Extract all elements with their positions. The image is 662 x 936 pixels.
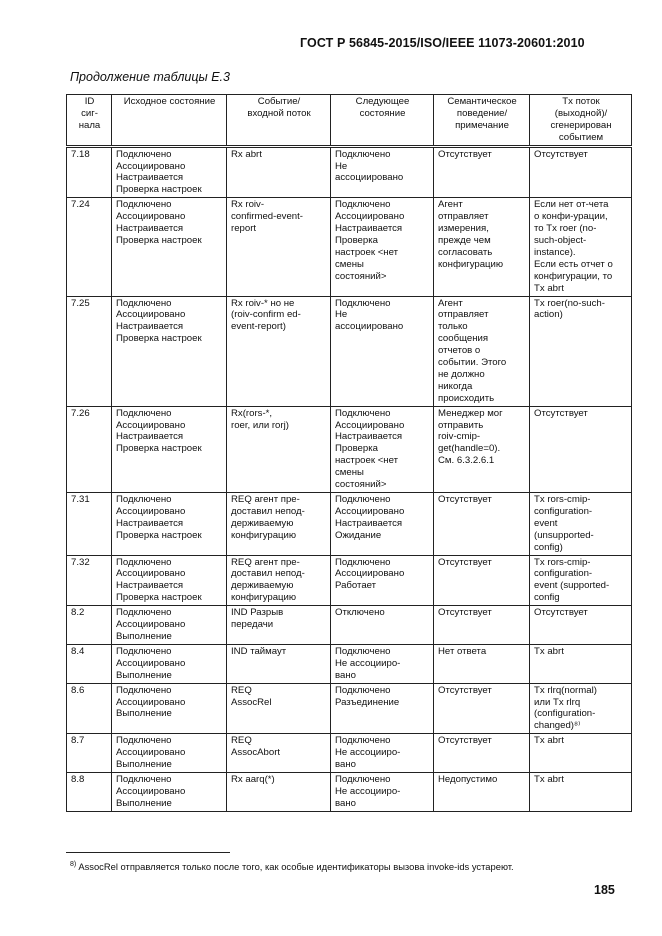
initial-state-cell xyxy=(112,198,227,296)
footnote xyxy=(70,861,514,872)
cell-line: Подключено xyxy=(335,407,391,419)
cell-line: Агент xyxy=(438,297,463,309)
table-row xyxy=(67,772,632,811)
cell-line: such-object- xyxy=(534,234,587,246)
cell-line: Выполнение xyxy=(116,708,172,720)
cell-line: Настраивается xyxy=(116,321,184,333)
cell-line: instance). xyxy=(534,246,576,258)
cell-line: передачи xyxy=(231,619,274,631)
next-state-cell xyxy=(331,406,434,492)
tx-stream-cell xyxy=(530,555,632,606)
cell-line: Агент xyxy=(438,199,463,211)
cell-line: Отсутствует xyxy=(534,407,588,419)
header-line: сиг- xyxy=(81,107,98,119)
cell-line: состояний> xyxy=(335,479,387,491)
event-cell xyxy=(227,198,331,296)
header-line: состояние xyxy=(359,107,406,119)
cell-line: AssocAbort xyxy=(231,747,281,759)
cell-line: Настраивается xyxy=(116,580,184,592)
cell-line: Проверка настроек xyxy=(116,234,202,246)
cell-line: Ассоциировано xyxy=(335,419,405,431)
cell-line: Ассоциировано xyxy=(116,160,186,172)
cell-line: Работает xyxy=(335,580,377,592)
cell-line: Ассоциировано xyxy=(116,568,186,580)
cell-line: прежде чем xyxy=(438,234,491,246)
signal-id-cell: 7.31 xyxy=(67,493,112,556)
cell-line: Отсутствует xyxy=(438,684,492,696)
cell-line: конфигурацию xyxy=(231,592,297,604)
semantic-note-cell xyxy=(434,683,530,734)
cell-line: Rx abrt xyxy=(231,148,262,160)
cell-line: Если есть отчет о xyxy=(534,258,613,270)
footnote-divider xyxy=(66,852,230,853)
next-state-cell xyxy=(331,296,434,406)
cell-line: Ассоциировано xyxy=(335,505,405,517)
cell-line: Настраивается xyxy=(116,431,184,443)
cell-line: Подключено xyxy=(335,645,391,657)
semantic-note-cell xyxy=(434,406,530,492)
cell-line: согласовать xyxy=(438,246,493,258)
cell-line: Отсутствует xyxy=(534,607,588,619)
signal-id-cell: 7.25 xyxy=(67,296,112,406)
initial-state-cell xyxy=(112,683,227,734)
next-state-cell xyxy=(331,606,434,645)
cell-line: Выполнение xyxy=(116,759,172,771)
cell-line: Tx roer(no-such- xyxy=(534,297,605,309)
cell-line: Подключено xyxy=(116,735,172,747)
semantic-note-cell xyxy=(434,644,530,683)
cell-line: Tx rors-cmip- xyxy=(534,556,591,568)
cell-line: Ожидание xyxy=(335,529,382,541)
header-line: нала xyxy=(78,119,101,131)
cell-line: Проверка настроек xyxy=(116,443,202,455)
cell-line: Отсутствует xyxy=(534,148,588,160)
cell-line: Не ассоцииро- xyxy=(335,747,401,759)
cell-line: Ассоциировано xyxy=(116,619,186,631)
initial-state-cell xyxy=(112,734,227,773)
cell-line: ассоциировано xyxy=(335,321,404,333)
next-state-cell xyxy=(331,198,434,296)
cell-line: REQ агент пре- xyxy=(231,556,300,568)
cell-line: Отсутствует xyxy=(438,556,492,568)
cell-line: ассоциировано xyxy=(335,172,404,184)
cell-line: то Tx roer (no- xyxy=(534,223,597,235)
semantic-note-cell xyxy=(434,772,530,811)
header-line: Семантическое xyxy=(447,96,517,107)
table-row xyxy=(67,146,632,198)
table-row xyxy=(67,555,632,606)
cell-line: См. 6.3.2.6.1 xyxy=(438,455,495,467)
tx-stream-cell xyxy=(530,683,632,734)
cell-line: настроек <нет xyxy=(335,455,399,467)
header-line: ID xyxy=(84,96,95,107)
cell-line: Подключено xyxy=(335,735,391,747)
cell-line: Подключено xyxy=(116,684,172,696)
event-cell xyxy=(227,146,331,198)
semantic-note-cell xyxy=(434,296,530,406)
semantic-note-cell xyxy=(434,555,530,606)
cell-line: Подключено xyxy=(335,684,391,696)
cell-line: Ассоциировано xyxy=(116,309,186,321)
cell-line: Подключено xyxy=(335,148,391,160)
cell-line: Настраивается xyxy=(116,517,184,529)
header-line: (выходной)/ xyxy=(554,107,608,119)
cell-line: конфигурацию xyxy=(231,529,297,541)
cell-line: Подключено xyxy=(335,494,391,505)
cell-line: Подключено xyxy=(335,556,391,568)
column-header-tx-stream xyxy=(530,95,632,147)
cell-line: Подключено xyxy=(116,407,172,419)
cell-line: Ассоциировано xyxy=(116,696,186,708)
cell-line: action) xyxy=(534,309,563,321)
tx-stream-cell xyxy=(530,734,632,773)
cell-line: Не ассоцииро- xyxy=(335,657,401,669)
footnote-text: AssocRel отправляется только после того, как особые идентификаторы вызова invoke-ids устареют. xyxy=(78,861,514,873)
cell-line: REQ xyxy=(231,684,252,696)
cell-line: вано xyxy=(335,759,356,771)
next-state-cell xyxy=(331,493,434,556)
tx-stream-cell xyxy=(530,146,632,198)
cell-line: Ассоциировано xyxy=(116,747,186,759)
cell-line: Настраивается xyxy=(335,223,403,235)
cell-line: Проверка настроек xyxy=(116,592,202,604)
cell-line: Если нет от-чета xyxy=(534,199,609,211)
semantic-note-cell xyxy=(434,606,530,645)
cell-line: состояний> xyxy=(335,270,387,282)
column-header-semantic-note xyxy=(434,95,530,147)
cell-line: REQ xyxy=(231,735,252,747)
tx-stream-cell xyxy=(530,644,632,683)
cell-line: AssocRel xyxy=(231,696,272,708)
next-state-cell xyxy=(331,555,434,606)
cell-line: Настраивается xyxy=(116,223,184,235)
cell-line: Tx rlrq(normal) xyxy=(534,684,597,696)
signal-id-cell: 8.2 xyxy=(67,606,112,645)
cell-line: Подключено xyxy=(116,607,172,619)
cell-line: Rx aarq(*) xyxy=(231,773,275,785)
cell-line: Проверка xyxy=(335,234,378,246)
initial-state-cell xyxy=(112,406,227,492)
header-line: событием xyxy=(558,131,604,143)
cell-line: Rx roiv-* но не xyxy=(231,297,295,309)
cell-line: Ассоциировано xyxy=(116,419,186,431)
cell-line: смены xyxy=(335,467,364,479)
cell-line: смены xyxy=(335,258,364,270)
cell-line: Настраивается xyxy=(335,517,403,529)
event-cell xyxy=(227,644,331,683)
cell-line: Менеджер мог xyxy=(438,407,503,419)
header-line: входной поток xyxy=(247,107,311,119)
initial-state-cell xyxy=(112,493,227,556)
cell-line: или Tx rlrq xyxy=(534,696,581,708)
cell-line: (unsupported- xyxy=(534,529,594,541)
initial-state-cell xyxy=(112,146,227,198)
table-row xyxy=(67,606,632,645)
cell-line: Отсутствует xyxy=(438,148,492,160)
page-number: 185 xyxy=(594,883,615,897)
cell-line: Rx(rors-*, xyxy=(231,407,273,419)
initial-state-cell xyxy=(112,644,227,683)
cell-line: REQ агент пре- xyxy=(231,494,300,505)
signal-id-cell: 7.24 xyxy=(67,198,112,296)
cell-line: Выполнение xyxy=(116,669,172,681)
cell-line: roer, или rorj) xyxy=(231,419,289,431)
cell-line: Выполнение xyxy=(116,630,172,642)
state-transition-table xyxy=(66,94,632,812)
cell-line: Ассоциировано xyxy=(116,211,186,223)
cell-line: Ассоциировано xyxy=(335,568,405,580)
table-row xyxy=(67,493,632,556)
cell-line: доставил непод- xyxy=(231,505,305,517)
signal-id-cell: 7.32 xyxy=(67,555,112,606)
footnote-marker: 8) xyxy=(70,861,77,868)
tx-stream-cell xyxy=(530,772,632,811)
signal-id-cell: 8.6 xyxy=(67,683,112,734)
cell-line: Подключено xyxy=(335,199,391,211)
cell-line: Подключено xyxy=(335,297,391,309)
cell-line: Ассоциировано xyxy=(116,505,186,517)
tx-stream-cell xyxy=(530,296,632,406)
cell-line: event-report) xyxy=(231,321,286,333)
cell-line: event xyxy=(534,517,558,529)
table-row xyxy=(67,296,632,406)
header-line: поведение/ xyxy=(456,107,508,119)
document-header: ГОСТ Р 56845-2015/ISO/IEEE 11073-20601:2010 xyxy=(300,36,585,50)
cell-line: Не xyxy=(335,160,348,172)
cell-line: вано xyxy=(335,797,356,809)
cell-line: только xyxy=(438,321,468,333)
signal-id-cell: 7.26 xyxy=(67,406,112,492)
cell-line: Отключено xyxy=(335,607,385,619)
signal-id-cell: 8.4 xyxy=(67,644,112,683)
semantic-note-cell xyxy=(434,198,530,296)
cell-line: не должно xyxy=(438,368,485,380)
table-row xyxy=(67,198,632,296)
cell-line: Отсутствует xyxy=(438,735,492,747)
initial-state-cell xyxy=(112,555,227,606)
next-state-cell xyxy=(331,683,434,734)
next-state-cell xyxy=(331,734,434,773)
header-line: Следующее xyxy=(355,96,410,107)
cell-line: никогда xyxy=(438,380,473,392)
cell-line: Проверка xyxy=(335,443,378,455)
semantic-note-cell xyxy=(434,146,530,198)
cell-line: Tx abrt xyxy=(534,773,564,785)
cell-line: Rx roiv- xyxy=(231,199,265,211)
cell-line: Подключено xyxy=(116,199,172,211)
cell-line: измерения, xyxy=(438,223,489,235)
cell-line: вано xyxy=(335,669,356,681)
cell-line: Проверка настроек xyxy=(116,184,202,196)
signal-id-cell: 7.18 xyxy=(67,146,112,198)
cell-line: конфигурации, то xyxy=(534,270,613,282)
cell-line: настроек <нет xyxy=(335,246,399,258)
column-header-next-state xyxy=(331,95,434,147)
cell-line: Отсутствует xyxy=(438,494,492,505)
cell-line: Настраивается xyxy=(116,172,184,184)
cell-line: Нет ответа xyxy=(438,645,487,657)
tx-stream-cell xyxy=(530,198,632,296)
next-state-cell xyxy=(331,644,434,683)
next-state-cell xyxy=(331,772,434,811)
table-row xyxy=(67,406,632,492)
tx-stream-cell xyxy=(530,493,632,556)
cell-line: отправляет xyxy=(438,309,489,321)
column-header-event xyxy=(227,95,331,147)
cell-line: Проверка настроек xyxy=(116,529,202,541)
cell-line: конфигурацию xyxy=(438,258,504,270)
cell-line: отчетов о xyxy=(438,345,481,357)
event-cell xyxy=(227,772,331,811)
tx-stream-cell xyxy=(530,606,632,645)
cell-line: Подключено xyxy=(116,494,172,505)
event-cell xyxy=(227,606,331,645)
header-line: Событие/ xyxy=(257,96,301,107)
initial-state-cell xyxy=(112,606,227,645)
cell-line: держиваемую xyxy=(231,580,294,592)
cell-line: Подключено xyxy=(116,297,172,309)
cell-line: Подключено xyxy=(116,773,172,785)
cell-line: Не ассоцииро- xyxy=(335,785,401,797)
cell-line: Ассоциировано xyxy=(116,785,186,797)
cell-line: report xyxy=(231,223,257,235)
cell-line: Проверка настроек xyxy=(116,333,202,345)
cell-line: Подключено xyxy=(116,645,172,657)
tx-stream-cell xyxy=(530,406,632,492)
cell-line: (roiv-confirm ed- xyxy=(231,309,301,321)
cell-line: event (supported- xyxy=(534,580,610,592)
cell-line: Ассоциировано xyxy=(335,211,405,223)
cell-line: Ассоциировано xyxy=(116,657,186,669)
signal-id-cell: 8.7 xyxy=(67,734,112,773)
cell-line: configuration- xyxy=(534,505,593,517)
cell-line: держиваемую xyxy=(231,517,294,529)
cell-line: сообщения xyxy=(438,333,489,345)
cell-line: roiv-cmip- xyxy=(438,431,481,443)
cell-line: о конфи-урации, xyxy=(534,211,608,223)
table-row xyxy=(67,683,632,734)
cell-line: Tx rors-cmip- xyxy=(534,494,591,505)
cell-line: config xyxy=(534,592,560,604)
event-cell xyxy=(227,493,331,556)
column-header-id xyxy=(67,95,112,147)
semantic-note-cell xyxy=(434,734,530,773)
header-line: сгенерирован xyxy=(550,119,612,131)
cell-line: Настраивается xyxy=(335,431,403,443)
cell-line: отправляет xyxy=(438,211,489,223)
cell-line: Tx abrt xyxy=(534,282,564,294)
cell-line: доставил непод- xyxy=(231,568,305,580)
cell-line: Подключено xyxy=(335,773,391,785)
event-cell xyxy=(227,406,331,492)
cell-line: отправить xyxy=(438,419,484,431)
cell-line: IND таймаут xyxy=(231,645,287,657)
table-row xyxy=(67,644,632,683)
cell-line: configuration- xyxy=(534,568,593,580)
next-state-cell xyxy=(331,146,434,198)
cell-line: changed)⁸⁾ xyxy=(534,720,581,732)
table-row xyxy=(67,734,632,773)
cell-line: Tx abrt xyxy=(534,735,564,747)
table-continuation-caption: Продолжение таблицы Е.3 xyxy=(70,70,230,84)
cell-line: происходить xyxy=(438,392,495,404)
event-cell xyxy=(227,734,331,773)
header-line: Tx поток xyxy=(562,96,600,107)
cell-line: Подключено xyxy=(116,148,172,160)
cell-line: Недопустимо xyxy=(438,773,498,785)
cell-line: (configuration- xyxy=(534,708,596,720)
initial-state-cell xyxy=(112,296,227,406)
cell-line: Tx abrt xyxy=(534,645,564,657)
cell-line: IND Разрыв xyxy=(231,607,284,619)
cell-line: Подключено xyxy=(116,556,172,568)
table-header-row xyxy=(67,95,632,147)
event-cell xyxy=(227,296,331,406)
event-cell xyxy=(227,683,331,734)
cell-line: config) xyxy=(534,541,563,553)
initial-state-cell xyxy=(112,772,227,811)
cell-line: Выполнение xyxy=(116,797,172,809)
header-line: Исходное состояние xyxy=(123,96,216,107)
column-header-initial-state xyxy=(112,95,227,147)
cell-line: get(handle=0). xyxy=(438,443,501,455)
cell-line: confirmed-event- xyxy=(231,211,303,223)
cell-line: Разъединение xyxy=(335,696,400,708)
event-cell xyxy=(227,555,331,606)
signal-id-cell: 8.8 xyxy=(67,772,112,811)
header-line: примечание xyxy=(455,119,509,131)
cell-line: событии. Этого xyxy=(438,357,507,369)
cell-line: Отсутствует xyxy=(438,607,492,619)
cell-line: Не xyxy=(335,309,348,321)
semantic-note-cell xyxy=(434,493,530,556)
